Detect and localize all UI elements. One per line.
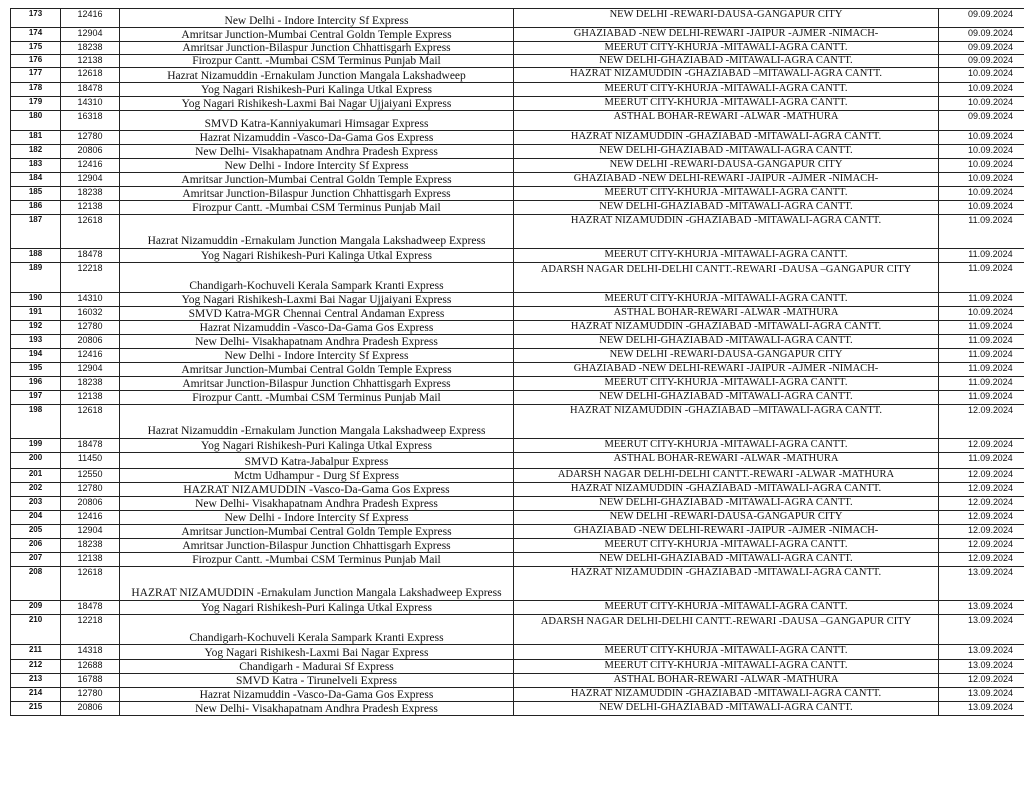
train-name-cell: SMVD Katra-Jabalpur Express	[120, 453, 514, 469]
serial-number-cell: 210	[11, 615, 61, 645]
table-row	[11, 42, 1024, 55]
serial-number-cell: 187	[11, 215, 61, 249]
serial-number-cell: 213	[11, 674, 61, 688]
train-schedule-table	[10, 8, 1024, 716]
table-row	[11, 702, 1024, 716]
route-cell: MEERUT CITY-KHURJA -MITAWALI-AGRA CANTT.	[514, 539, 939, 553]
date-cell: 10.09.2024	[939, 201, 1024, 215]
serial-number-cell: 207	[11, 553, 61, 567]
train-number-cell: 12550	[61, 469, 120, 483]
table-row	[11, 674, 1024, 688]
route-cell: MEERUT CITY-KHURJA -MITAWALI-AGRA CANTT.	[514, 83, 939, 97]
date-cell: 12.09.2024	[939, 553, 1024, 567]
train-name-cell: Hazrat Nizamuddin -Ernakulam Junction Mangala Lakshadweep Express	[120, 215, 514, 249]
serial-number-cell: 181	[11, 131, 61, 145]
serial-number-cell: 177	[11, 68, 61, 83]
route-cell: ASTHAL BOHAR-REWARI -ALWAR -MATHURA	[514, 111, 939, 131]
table-row	[11, 307, 1024, 321]
route-cell: GHAZIABAD -NEW DELHI-REWARI -JAIPUR -AJMER -NIMACH-	[514, 525, 939, 539]
train-number-cell: 18238	[61, 187, 120, 201]
train-name-cell: Hazrat Nizamuddin -Vasco-Da-Gama Gos Express	[120, 688, 514, 702]
table-row	[11, 567, 1024, 601]
date-cell: 13.09.2024	[939, 615, 1024, 645]
table-row	[11, 263, 1024, 293]
serial-number-cell: 183	[11, 159, 61, 173]
train-number-cell: 12780	[61, 688, 120, 702]
train-name-cell: New Delhi - Indore Intercity Sf Express	[120, 349, 514, 363]
train-name-cell: Chandigarh-Kochuveli Kerala Sampark Kranti Express	[120, 263, 514, 293]
table-row	[11, 28, 1024, 42]
route-cell: NEW DELHI -REWARI-DAUSA-GANGAPUR CITY	[514, 511, 939, 525]
date-cell: 10.09.2024	[939, 159, 1024, 173]
route-cell: ADARSH NAGAR DELHI-DELHI CANTT.-REWARI -DAUSA –GANGAPUR CITY	[514, 615, 939, 645]
date-cell: 13.09.2024	[939, 567, 1024, 601]
table-body	[11, 9, 1024, 716]
train-name-cell: Yog Nagari Rishikesh-Laxmi Bai Nagar Express	[120, 645, 514, 660]
train-number-cell: 12618	[61, 567, 120, 601]
date-cell: 12.09.2024	[939, 511, 1024, 525]
train-number-cell: 12138	[61, 553, 120, 567]
serial-number-cell: 211	[11, 645, 61, 660]
route-cell: MEERUT CITY-KHURJA -MITAWALI-AGRA CANTT.	[514, 377, 939, 391]
train-number-cell: 12780	[61, 321, 120, 335]
serial-number-cell: 194	[11, 349, 61, 363]
date-cell: 10.09.2024	[939, 68, 1024, 83]
train-number-cell: 12416	[61, 159, 120, 173]
date-cell: 09.09.2024	[939, 28, 1024, 42]
route-cell: GHAZIABAD -NEW DELHI-REWARI -JAIPUR -AJMER -NIMACH-	[514, 363, 939, 377]
date-cell: 11.09.2024	[939, 391, 1024, 405]
date-cell: 12.09.2024	[939, 525, 1024, 539]
train-number-cell: 18478	[61, 439, 120, 453]
train-name-cell: HAZRAT NIZAMUDDIN -Vasco-Da-Gama Gos Express	[120, 483, 514, 497]
serial-number-cell: 178	[11, 83, 61, 97]
table-row	[11, 131, 1024, 145]
route-cell: MEERUT CITY-KHURJA -MITAWALI-AGRA CANTT.	[514, 293, 939, 307]
train-number-cell: 12904	[61, 525, 120, 539]
route-cell: NEW DELHI-GHAZIABAD -MITAWALI-AGRA CANTT.	[514, 702, 939, 716]
train-number-cell: 18238	[61, 42, 120, 55]
route-cell: MEERUT CITY-KHURJA -MITAWALI-AGRA CANTT.	[514, 97, 939, 111]
train-number-cell: 11450	[61, 453, 120, 469]
table-row	[11, 391, 1024, 405]
table-row	[11, 688, 1024, 702]
route-cell: HAZRAT NIZAMUDDIN -GHAZIABAD –MITAWALI-AGRA CANTT.	[514, 405, 939, 439]
date-cell: 12.09.2024	[939, 469, 1024, 483]
table-row	[11, 9, 1024, 28]
route-cell: MEERUT CITY-KHURJA -MITAWALI-AGRA CANTT.	[514, 42, 939, 55]
serial-number-cell: 206	[11, 539, 61, 553]
serial-number-cell: 179	[11, 97, 61, 111]
route-cell: MEERUT CITY-KHURJA -MITAWALI-AGRA CANTT.	[514, 187, 939, 201]
date-cell: 10.09.2024	[939, 131, 1024, 145]
train-number-cell: 14310	[61, 293, 120, 307]
serial-number-cell: 180	[11, 111, 61, 131]
serial-number-cell: 185	[11, 187, 61, 201]
date-cell: 13.09.2024	[939, 645, 1024, 660]
table-row	[11, 293, 1024, 307]
date-cell: 09.09.2024	[939, 9, 1024, 28]
serial-number-cell: 203	[11, 497, 61, 511]
train-number-cell: 12780	[61, 483, 120, 497]
train-number-cell: 18478	[61, 83, 120, 97]
route-cell: ADARSH NAGAR DELHI-DELHI CANTT.-REWARI -DAUSA –GANGAPUR CITY	[514, 263, 939, 293]
train-name-cell: New Delhi- Visakhapatnam Andhra Pradesh Express	[120, 702, 514, 716]
route-cell: NEW DELHI-GHAZIABAD -MITAWALI-AGRA CANTT.	[514, 335, 939, 349]
serial-number-cell: 186	[11, 201, 61, 215]
train-number-cell: 16032	[61, 307, 120, 321]
date-cell: 12.09.2024	[939, 439, 1024, 453]
route-cell: MEERUT CITY-KHURJA -MITAWALI-AGRA CANTT.	[514, 249, 939, 263]
serial-number-cell: 190	[11, 293, 61, 307]
route-cell: GHAZIABAD -NEW DELHI-REWARI -JAIPUR -AJMER -NIMACH-	[514, 28, 939, 42]
route-cell: NEW DELHI-GHAZIABAD -MITAWALI-AGRA CANTT.	[514, 201, 939, 215]
date-cell: 13.09.2024	[939, 688, 1024, 702]
train-name-cell: Mctm Udhampur - Durg Sf Express	[120, 469, 514, 483]
route-cell: NEW DELHI -REWARI-DAUSA-GANGAPUR CITY	[514, 159, 939, 173]
train-name-cell: Amritsar Junction-Bilaspur Junction Chhattisgarh Express	[120, 42, 514, 55]
train-name-cell: Amritsar Junction-Bilaspur Junction Chhattisgarh Express	[120, 377, 514, 391]
table-row	[11, 539, 1024, 553]
train-number-cell: 20806	[61, 497, 120, 511]
serial-number-cell: 198	[11, 405, 61, 439]
table-row	[11, 111, 1024, 131]
serial-number-cell: 204	[11, 511, 61, 525]
train-number-cell: 14318	[61, 645, 120, 660]
date-cell: 12.09.2024	[939, 405, 1024, 439]
train-number-cell: 16318	[61, 111, 120, 131]
train-number-cell: 20806	[61, 335, 120, 349]
route-cell: HAZRAT NIZAMUDDIN -GHAZIABAD -MITAWALI-AGRA CANTT.	[514, 215, 939, 249]
date-cell: 13.09.2024	[939, 660, 1024, 674]
train-name-cell: Chandigarh - Madurai Sf Express	[120, 660, 514, 674]
train-name-cell: Yog Nagari Rishikesh-Puri Kalinga Utkal Express	[120, 83, 514, 97]
date-cell: 10.09.2024	[939, 83, 1024, 97]
train-name-cell: Hazrat Nizamuddin -Ernakulam Junction Mangala Lakshadweep	[120, 68, 514, 83]
table-row	[11, 201, 1024, 215]
table-row	[11, 601, 1024, 615]
train-number-cell: 12904	[61, 173, 120, 187]
date-cell: 13.09.2024	[939, 702, 1024, 716]
date-cell: 11.09.2024	[939, 215, 1024, 249]
table-row	[11, 97, 1024, 111]
train-number-cell: 12138	[61, 201, 120, 215]
train-number-cell: 18238	[61, 377, 120, 391]
train-number-cell: 12904	[61, 363, 120, 377]
serial-number-cell: 173	[11, 9, 61, 28]
train-name-cell: New Delhi - Indore Intercity Sf Express	[120, 511, 514, 525]
table-row	[11, 83, 1024, 97]
train-name-cell: Amritsar Junction-Mumbai Central Goldn Temple Express	[120, 525, 514, 539]
serial-number-cell: 214	[11, 688, 61, 702]
table-row	[11, 68, 1024, 83]
serial-number-cell: 193	[11, 335, 61, 349]
train-number-cell: 12218	[61, 615, 120, 645]
date-cell: 12.09.2024	[939, 539, 1024, 553]
train-name-cell: Amritsar Junction-Mumbai Central Goldn Temple Express	[120, 28, 514, 42]
table-row	[11, 553, 1024, 567]
table-row	[11, 363, 1024, 377]
train-name-cell: New Delhi- Visakhapatnam Andhra Pradesh Express	[120, 145, 514, 159]
train-number-cell: 14310	[61, 97, 120, 111]
train-name-cell: Amritsar Junction-Bilaspur Junction Chhattisgarh Express	[120, 187, 514, 201]
route-cell: HAZRAT NIZAMUDDIN -GHAZIABAD -MITAWALI-AGRA CANTT.	[514, 688, 939, 702]
table-row	[11, 453, 1024, 469]
serial-number-cell: 205	[11, 525, 61, 539]
route-cell: NEW DELHI -REWARI-DAUSA-GANGAPUR CITY	[514, 349, 939, 363]
date-cell: 09.09.2024	[939, 55, 1024, 68]
table-row	[11, 145, 1024, 159]
serial-number-cell: 182	[11, 145, 61, 159]
train-number-cell: 12138	[61, 391, 120, 405]
train-number-cell: 12618	[61, 405, 120, 439]
date-cell: 12.09.2024	[939, 483, 1024, 497]
table-row	[11, 55, 1024, 68]
train-number-cell: 18238	[61, 539, 120, 553]
date-cell: 11.09.2024	[939, 293, 1024, 307]
date-cell: 09.09.2024	[939, 111, 1024, 131]
route-cell: HAZRAT NIZAMUDDIN -GHAZIABAD -MITAWALI-AGRA CANTT.	[514, 321, 939, 335]
train-name-cell: New Delhi- Visakhapatnam Andhra Pradesh Express	[120, 335, 514, 349]
train-number-cell: 20806	[61, 702, 120, 716]
table-row	[11, 511, 1024, 525]
train-name-cell: Hazrat Nizamuddin -Ernakulam Junction Mangala Lakshadweep Express	[120, 405, 514, 439]
table-row	[11, 321, 1024, 335]
serial-number-cell: 176	[11, 55, 61, 68]
table-row	[11, 173, 1024, 187]
train-number-cell: 12904	[61, 28, 120, 42]
train-number-cell: 12618	[61, 215, 120, 249]
date-cell: 13.09.2024	[939, 601, 1024, 615]
train-name-cell: SMVD Katra-Kanniyakumari Himsagar Express	[120, 111, 514, 131]
table-row	[11, 497, 1024, 511]
date-cell: 11.09.2024	[939, 453, 1024, 469]
table-row	[11, 349, 1024, 363]
route-cell: HAZRAT NIZAMUDDIN -GHAZIABAD -MITAWALI-AGRA CANTT.	[514, 567, 939, 601]
train-number-cell: 12688	[61, 660, 120, 674]
route-cell: NEW DELHI-GHAZIABAD -MITAWALI-AGRA CANTT.	[514, 497, 939, 511]
train-number-cell: 12416	[61, 511, 120, 525]
serial-number-cell: 174	[11, 28, 61, 42]
serial-number-cell: 175	[11, 42, 61, 55]
date-cell: 10.09.2024	[939, 307, 1024, 321]
serial-number-cell: 189	[11, 263, 61, 293]
train-number-cell: 12138	[61, 55, 120, 68]
table-row	[11, 483, 1024, 497]
route-cell: NEW DELHI-GHAZIABAD -MITAWALI-AGRA CANTT.	[514, 145, 939, 159]
train-name-cell: Yog Nagari Rishikesh-Puri Kalinga Utkal Express	[120, 601, 514, 615]
train-name-cell: Firozpur Cantt. -Mumbai CSM Terminus Punjab Mail	[120, 553, 514, 567]
date-cell: 11.09.2024	[939, 263, 1024, 293]
serial-number-cell: 196	[11, 377, 61, 391]
serial-number-cell: 202	[11, 483, 61, 497]
table-row	[11, 469, 1024, 483]
route-cell: NEW DELHI-GHAZIABAD -MITAWALI-AGRA CANTT.	[514, 55, 939, 68]
train-number-cell: 18478	[61, 249, 120, 263]
table-row	[11, 215, 1024, 249]
route-cell: HAZRAT NIZAMUDDIN -GHAZIABAD –MITAWALI-AGRA CANTT.	[514, 68, 939, 83]
table-row	[11, 615, 1024, 645]
serial-number-cell: 212	[11, 660, 61, 674]
train-name-cell: Hazrat Nizamuddin -Vasco-Da-Gama Gos Express	[120, 131, 514, 145]
date-cell: 12.09.2024	[939, 497, 1024, 511]
train-name-cell: Amritsar Junction-Mumbai Central Goldn Temple Express	[120, 363, 514, 377]
route-cell: NEW DELHI-GHAZIABAD -MITAWALI-AGRA CANTT.	[514, 391, 939, 405]
train-name-cell: Yog Nagari Rishikesh-Laxmi Bai Nagar Ujjaiyani Express	[120, 97, 514, 111]
train-name-cell: Firozpur Cantt. -Mumbai CSM Terminus Punjab Mail	[120, 55, 514, 68]
train-number-cell: 12218	[61, 263, 120, 293]
train-name-cell: Firozpur Cantt. -Mumbai CSM Terminus Punjab Mail	[120, 201, 514, 215]
table-row	[11, 525, 1024, 539]
train-name-cell: Yog Nagari Rishikesh-Puri Kalinga Utkal Express	[120, 249, 514, 263]
route-cell: ASTHAL BOHAR-REWARI -ALWAR -MATHURA	[514, 307, 939, 321]
route-cell: HAZRAT NIZAMUDDIN -GHAZIABAD -MITAWALI-AGRA CANTT.	[514, 131, 939, 145]
route-cell: MEERUT CITY-KHURJA -MITAWALI-AGRA CANTT.	[514, 601, 939, 615]
table-row	[11, 405, 1024, 439]
route-cell: MEERUT CITY-KHURJA -MITAWALI-AGRA CANTT.	[514, 645, 939, 660]
train-number-cell: 18478	[61, 601, 120, 615]
serial-number-cell: 197	[11, 391, 61, 405]
date-cell: 11.09.2024	[939, 249, 1024, 263]
train-name-cell: New Delhi - Indore Intercity Sf Express	[120, 9, 514, 28]
table-row	[11, 335, 1024, 349]
train-name-cell: Amritsar Junction-Bilaspur Junction Chhattisgarh Express	[120, 539, 514, 553]
date-cell: 11.09.2024	[939, 321, 1024, 335]
train-number-cell: 20806	[61, 145, 120, 159]
train-name-cell: Firozpur Cantt. -Mumbai CSM Terminus Punjab Mail	[120, 391, 514, 405]
date-cell: 11.09.2024	[939, 377, 1024, 391]
serial-number-cell: 184	[11, 173, 61, 187]
date-cell: 10.09.2024	[939, 145, 1024, 159]
table-row	[11, 187, 1024, 201]
table-row	[11, 645, 1024, 660]
date-cell: 10.09.2024	[939, 97, 1024, 111]
serial-number-cell: 215	[11, 702, 61, 716]
route-cell: GHAZIABAD -NEW DELHI-REWARI -JAIPUR -AJMER -NIMACH-	[514, 173, 939, 187]
date-cell: 11.09.2024	[939, 335, 1024, 349]
table-row	[11, 249, 1024, 263]
date-cell: 11.09.2024	[939, 349, 1024, 363]
table-row	[11, 377, 1024, 391]
train-number-cell: 12416	[61, 349, 120, 363]
route-cell: ASTHAL BOHAR-REWARI -ALWAR -MATHURA	[514, 453, 939, 469]
train-name-cell: Yog Nagari Rishikesh-Puri Kalinga Utkal Express	[120, 439, 514, 453]
train-name-cell: New Delhi - Indore Intercity Sf Express	[120, 159, 514, 173]
serial-number-cell: 209	[11, 601, 61, 615]
train-name-cell: Chandigarh-Kochuveli Kerala Sampark Kranti Express	[120, 615, 514, 645]
train-name-cell: SMVD Katra - Tirunelveli Express	[120, 674, 514, 688]
route-cell: MEERUT CITY-KHURJA -MITAWALI-AGRA CANTT.	[514, 660, 939, 674]
route-cell: MEERUT CITY-KHURJA -MITAWALI-AGRA CANTT.	[514, 439, 939, 453]
train-name-cell: Hazrat Nizamuddin -Vasco-Da-Gama Gos Express	[120, 321, 514, 335]
table-row	[11, 660, 1024, 674]
serial-number-cell: 201	[11, 469, 61, 483]
serial-number-cell: 188	[11, 249, 61, 263]
route-cell: NEW DELHI-GHAZIABAD -MITAWALI-AGRA CANTT.	[514, 553, 939, 567]
date-cell: 11.09.2024	[939, 363, 1024, 377]
serial-number-cell: 195	[11, 363, 61, 377]
train-name-cell: HAZRAT NIZAMUDDIN -Ernakulam Junction Mangala Lakshadweep Express	[120, 567, 514, 601]
train-number-cell: 16788	[61, 674, 120, 688]
train-name-cell: Yog Nagari Rishikesh-Laxmi Bai Nagar Ujjaiyani Express	[120, 293, 514, 307]
date-cell: 12.09.2024	[939, 674, 1024, 688]
serial-number-cell: 208	[11, 567, 61, 601]
train-name-cell: Amritsar Junction-Mumbai Central Goldn Temple Express	[120, 173, 514, 187]
date-cell: 10.09.2024	[939, 173, 1024, 187]
train-number-cell: 12780	[61, 131, 120, 145]
route-cell: NEW DELHI -REWARI-DAUSA-GANGAPUR CITY	[514, 9, 939, 28]
date-cell: 10.09.2024	[939, 187, 1024, 201]
train-name-cell: New Delhi- Visakhapatnam Andhra Pradesh Express	[120, 497, 514, 511]
train-name-cell: SMVD Katra-MGR Chennai Central Andaman Express	[120, 307, 514, 321]
route-cell: ASTHAL BOHAR-REWARI -ALWAR -MATHURA	[514, 674, 939, 688]
train-number-cell: 12416	[61, 9, 120, 28]
table-row	[11, 439, 1024, 453]
serial-number-cell: 200	[11, 453, 61, 469]
date-cell: 09.09.2024	[939, 42, 1024, 55]
train-number-cell: 12618	[61, 68, 120, 83]
route-cell: ADARSH NAGAR DELHI-DELHI CANTT.-REWARI -ALWAR -MATHURA	[514, 469, 939, 483]
serial-number-cell: 192	[11, 321, 61, 335]
route-cell: HAZRAT NIZAMUDDIN -GHAZIABAD -MITAWALI-AGRA CANTT.	[514, 483, 939, 497]
serial-number-cell: 191	[11, 307, 61, 321]
serial-number-cell: 199	[11, 439, 61, 453]
table-row	[11, 159, 1024, 173]
